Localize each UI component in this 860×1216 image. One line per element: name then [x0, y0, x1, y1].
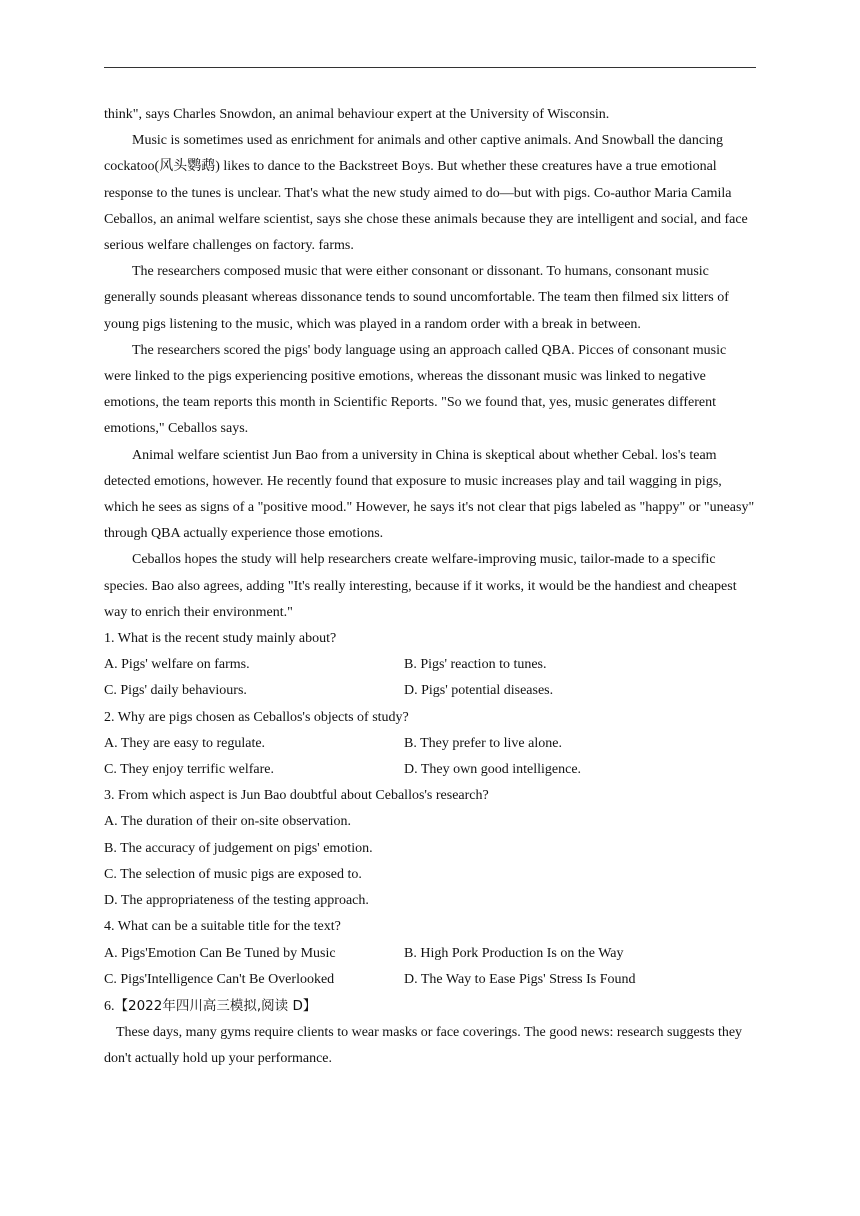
- option-b: B. Pigs' reaction to tunes.: [404, 657, 547, 673]
- option-d: D. The appropriateness of the testing approach.: [104, 893, 369, 909]
- option-c: C. They enjoy terrific welfare.: [104, 762, 275, 778]
- option-row: [104, 967, 756, 993]
- passage-paragraph: Animal welfare scientist Jun Bao from a university in China is skeptical about whether Cebal. los's team detected emotions, however. He recently found that exposure to music increases play and tail wagging in pigs, which he sees as signs of a "positive mood." However, he says it's not clear that pigs labeled as "happy" or "uneasy" through QBA actually experience those emotions.: [104, 447, 755, 542]
- document-body: [104, 102, 756, 1073]
- option-row: [104, 941, 756, 967]
- option-a: A. They are easy to regulate.: [104, 735, 266, 751]
- section-number: 6.: [104, 998, 115, 1014]
- option-row: [104, 652, 756, 678]
- passage-paragraph: Music is sometimes used as enrichment for animals and other captive animals. And Snowball the dancing cockatoo(风头鹦鹉) likes to dance to the Backstreet Boys. But whether these creatures have a true emotional response to the tunes is unclear. That's what the new study aimed to do—but with pigs. Co-author Maria Camila Ceballos, an animal welfare scientist, says she chose these animals because they are intelligent and social, and face serious welfare challenges on factory. farms.: [104, 133, 748, 254]
- header-rule: [104, 67, 756, 68]
- option-c: C. Pigs' daily behaviours.: [104, 683, 247, 699]
- option-b: B. High Pork Production Is on the Way: [404, 945, 624, 961]
- option-c: C. Pigs'Intelligence Can't Be Overlooked: [104, 971, 335, 987]
- passage-paragraph: The researchers scored the pigs' body language using an approach called QBA. Picces of consonant music were linked to the pigs experiencing positive emotions, whereas the dissonant music was linked to negative emotions, the team reports this month in Scientific Reports. "So we found that, yes, music generates different emotions," Ceballos says.: [104, 342, 727, 437]
- option-b: B. The accuracy of judgement on pigs' emotion.: [104, 840, 373, 856]
- question-stem: 1. What is the recent study mainly about?: [104, 631, 337, 647]
- passage-paragraph: Ceballos hopes the study will help researchers create welfare-improving music, tailor-made to a specific species. Bao also agrees, adding "It's really interesting, because if it works, it would be the handiest and cheapest way to enrich their environment.": [104, 552, 737, 620]
- question-stem: 3. From which aspect is Jun Bao doubtful about Ceballos's research?: [104, 788, 489, 804]
- option-d: D. The Way to Ease Pigs' Stress Is Found: [404, 971, 636, 987]
- option-d: D. They own good intelligence.: [404, 762, 582, 778]
- option-row: [104, 731, 756, 757]
- question-stem: 4. What can be a suitable title for the text?: [104, 919, 341, 935]
- option-d: D. Pigs' potential diseases.: [404, 683, 554, 699]
- passage-paragraph: The researchers composed music that were either consonant or dissonant. To humans, consonant music generally sounds pleasant whereas dissonance tends to sound uncomfortable. The team then filmed six litters of young pigs listening to the music, which was played in a random order with a break in between.: [104, 264, 729, 332]
- option-a: A. Pigs'Emotion Can Be Tuned by Music: [104, 945, 336, 961]
- question-stem: 2. Why are pigs chosen as Ceballos's objects of study?: [104, 709, 409, 725]
- section-heading: [104, 993, 756, 1020]
- option-c: C. The selection of music pigs are exposed to.: [104, 866, 362, 882]
- passage-paragraph: think", says Charles Snowdon, an animal behaviour expert at the University of Wisconsin.: [104, 107, 610, 122]
- option-b: B. They prefer to live alone.: [404, 735, 562, 751]
- option-row: [104, 678, 756, 704]
- section-intro: These days, many gyms require clients to wear masks or face coverings. The good news: research suggests they don't actually hold up your performance.: [104, 1025, 743, 1067]
- option-a: A. Pigs' welfare on farms.: [104, 657, 250, 673]
- option-a: A. The duration of their on-site observation.: [104, 814, 352, 830]
- section-title: 【2022年四川高三模拟,阅读 D】: [114, 997, 317, 1014]
- option-row: [104, 757, 756, 783]
